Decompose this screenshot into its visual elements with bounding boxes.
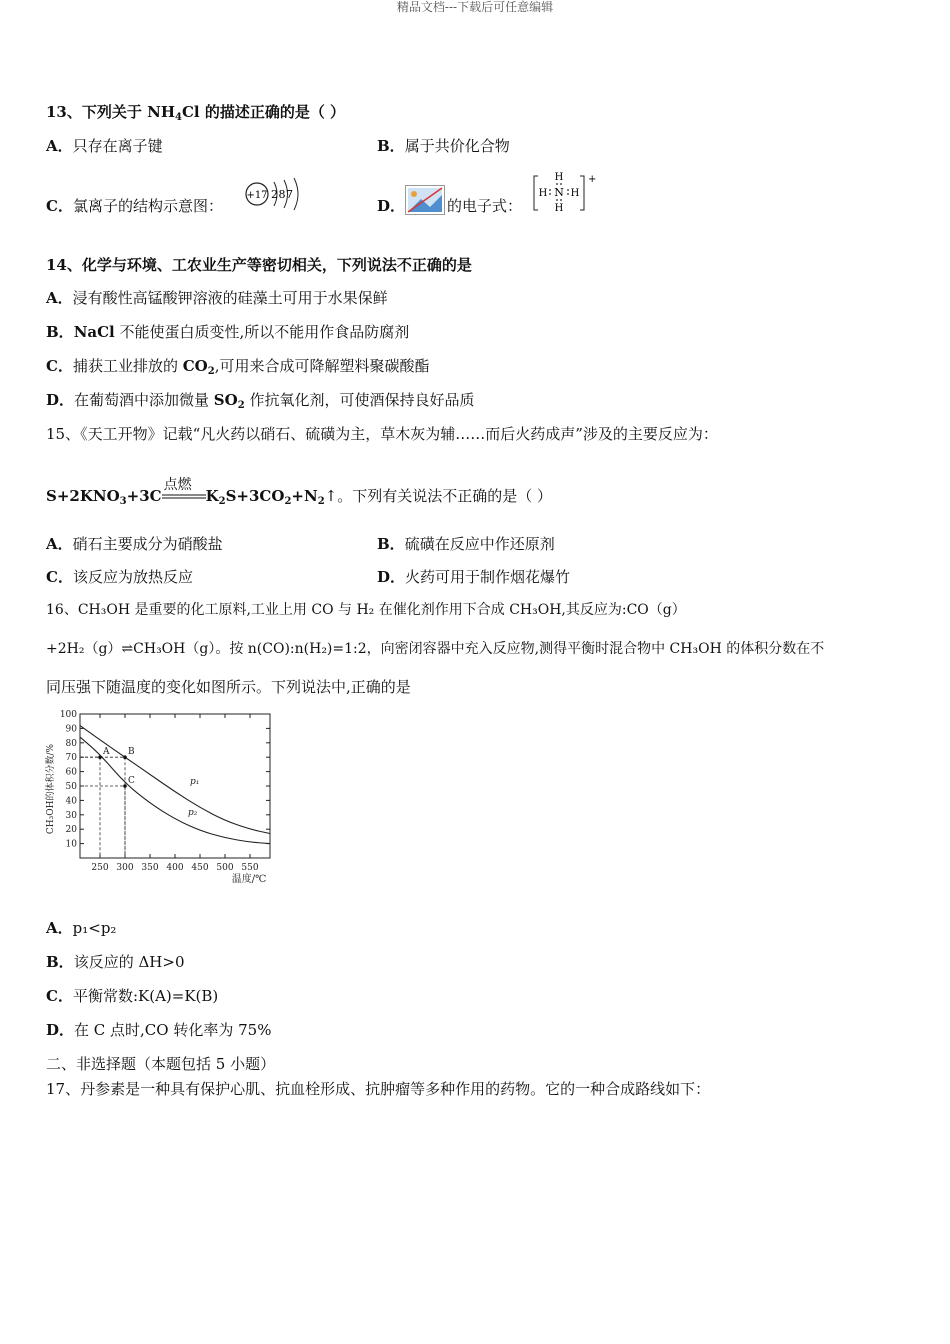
shell-electrons: 2 8 7: [271, 188, 293, 201]
q16-option-c: [46, 986, 218, 1006]
option-letter: A．: [46, 919, 73, 937]
q13-stem-text-2: 的描述正确的是（ ）: [199, 103, 346, 121]
section-title: 二、非选择题（本题包括 5 小题）: [46, 1055, 276, 1073]
option-text: 捕获工业排放的: [72, 357, 183, 375]
q14-stem: 14、化学与环境、工农业生产等密切相关，下列说法不正确的是: [46, 256, 472, 274]
series-label-2: p₂: [188, 808, 198, 819]
q14-option-c: [46, 356, 430, 376]
option-text: 火药可用于制作烟花爆竹: [405, 568, 571, 586]
eq-reactants-2: +3C: [126, 487, 162, 505]
chart-ylabel: CH₃OH的体积分数/%: [46, 743, 56, 835]
x-tick-label: 400: [166, 863, 184, 873]
option-text: 在葡萄酒中添加微量: [74, 391, 214, 409]
eq-products: K: [205, 487, 219, 505]
chart-xlabel: 温度/℃: [231, 874, 267, 885]
q17-stem: 17、丹参素是一种具有保护心肌、抗血栓形成、抗肿瘤等多种作用的药物。它的一种合成路线如下：: [46, 1080, 711, 1098]
option-text: 浸有酸性高锰酸钾溶液的硅藻土可用于水果保鲜: [72, 289, 388, 307]
q16-stem-line1: 16、CH₃OH 是重要的化工原料,工业上用 CO 与 H₂ 在催化剂作用下合成 CH₃OH,其反应为:CO（g）: [46, 602, 686, 618]
y-tick-label: 60: [65, 767, 77, 778]
chart-guides: [80, 757, 125, 858]
y-tick-label: 30: [65, 810, 77, 821]
reaction-condition: 点燃: [163, 477, 192, 493]
h-atom-top: H: [554, 172, 564, 183]
n-atom: N: [554, 186, 564, 199]
option-text-2: 作抗氧化剂，可使酒保持良好品质: [244, 391, 475, 409]
chart-points: [98, 747, 135, 788]
point-label-B: B: [128, 747, 135, 758]
broken-image-icon: [405, 185, 445, 215]
y-tick-label: 20: [65, 825, 77, 836]
option-text: p₁<p₂: [72, 919, 117, 937]
option-text: 该反应的 ΔH>0: [73, 953, 185, 971]
option-letter: B．: [377, 137, 405, 155]
q15-equation: [46, 477, 553, 507]
q14-option-d: [46, 390, 474, 410]
point-A: [98, 755, 102, 759]
eq-reactants: S+2KNO: [46, 487, 120, 505]
q13-formula: NH: [147, 103, 175, 121]
option-letter: A．: [46, 535, 73, 553]
option-text: 只存在离子键: [72, 137, 163, 155]
y-tick-label: 70: [65, 753, 77, 764]
option-letter: D．: [377, 568, 406, 586]
option-text: 该反应为放热反应: [72, 568, 193, 586]
x-tick-label: 550: [241, 863, 259, 873]
option-text: 属于共价化合物: [404, 137, 510, 155]
x-tick-label: 250: [91, 863, 109, 873]
option-text: 硝石主要成分为硝酸盐: [72, 535, 223, 553]
option-text: 硫磺在反应中作还原剂: [404, 535, 555, 553]
q15-option-a: [46, 534, 223, 554]
option-letter: D．: [377, 197, 406, 215]
gas-arrow: ↑: [324, 487, 338, 505]
q16-option-b: [46, 952, 184, 972]
eq-products-2: S+3CO: [225, 487, 285, 505]
eq-sub: 2: [218, 496, 226, 507]
x-tick-label: 300: [116, 863, 134, 873]
h-atom-left: H: [538, 188, 548, 199]
point-label-A: A: [103, 747, 110, 758]
y-tick-label: 40: [65, 796, 77, 807]
option-letter: C．: [46, 987, 73, 1005]
q13-stem: [46, 102, 345, 122]
series-label-1: p₁: [190, 776, 200, 787]
eq-products-3: +N: [291, 487, 318, 505]
q13-formula-2: Cl: [181, 103, 200, 121]
option-letter: C．: [46, 357, 73, 375]
option-letter: D．: [46, 391, 75, 409]
reaction-arrow: [162, 477, 206, 507]
q13-option-c: [46, 196, 223, 216]
y-tick-label: 10: [65, 839, 77, 850]
point-C: [123, 784, 127, 788]
formula: SO: [213, 391, 238, 409]
q16-stem-line2: +2H₂（g）⇌CH₃OH（g）。按 n(CO):n(H₂)=1:2，向密闭容器中充入反应物,测得平衡时混合物中 CH₃OH 的体积分数在不: [46, 641, 825, 657]
q16-option-a: [46, 918, 116, 938]
q15-option-c: [46, 567, 193, 587]
option-text: 氯离子的结构示意图：: [72, 197, 223, 215]
ammonium-electron-formula: [530, 170, 597, 216]
chloride-ion-diagram: [244, 176, 308, 216]
option-letter: A．: [46, 137, 73, 155]
q13-formula-sub: 4: [175, 112, 182, 123]
option-text: 不能使蛋白质变性,所以不能用作食品防腐剂: [114, 323, 410, 341]
q16-stem-line3: 同压强下随温度的变化如图所示。下列说法中,正确的是: [46, 678, 411, 696]
q15-stem-tail: 。下列有关说法不正确的是（ ）: [337, 487, 553, 505]
formula: CO: [182, 357, 208, 375]
y-tick-label: 50: [65, 782, 77, 792]
chart-series: [80, 726, 270, 844]
h-atom-right: H: [570, 188, 580, 199]
formula-sub: 2: [207, 366, 215, 377]
q15-stem: 15、《天工开物》记载“凡火药以硝石、硫磺为主，草木灰为辅……而后火药成声”涉及的主要反应为：: [46, 425, 718, 443]
charge-label: +: [588, 174, 597, 185]
plot-frame: [80, 714, 270, 858]
q15-option-d: [377, 567, 570, 587]
eq-sub: 3: [119, 496, 127, 507]
formula-sub: 2: [237, 400, 245, 411]
h-atom-bottom: H: [554, 203, 564, 214]
q15-option-b: [377, 534, 555, 554]
option-letter: C．: [46, 568, 73, 586]
x-tick-label: 500: [216, 863, 234, 873]
y-tick-label: 100: [59, 710, 77, 720]
q13-option-d: [377, 196, 405, 216]
option-letter: A．: [46, 289, 73, 307]
methanol-fraction-chart: [44, 704, 280, 890]
x-tick-label: 350: [141, 863, 159, 873]
option-text: 平衡常数:K(A)=K(B): [72, 987, 219, 1005]
q13-option-d-text: 的电子式：: [447, 197, 523, 215]
option-text: 在 C 点时,CO 转化率为 75%: [74, 1021, 272, 1039]
option-text-2: ,可用来合成可降解塑料聚碳酸酯: [214, 357, 430, 375]
series-line-1: [80, 726, 270, 834]
q14-option-b: [46, 322, 409, 342]
q14-option-a: [46, 288, 388, 308]
option-letter: B．: [377, 535, 405, 553]
option-letter: B．: [46, 323, 74, 341]
q13-option-a: [46, 136, 163, 156]
q16-option-d: [46, 1020, 271, 1040]
point-label-C: C: [128, 776, 135, 786]
option-letter: C．: [46, 197, 73, 215]
eq-sub: 2: [317, 496, 325, 507]
option-letter: B．: [46, 953, 74, 971]
q13-option-b: [377, 136, 510, 156]
y-tick-label: 80: [65, 738, 77, 749]
point-B: [123, 755, 127, 759]
page-header: 精品文档---下载后可任意编辑: [396, 0, 554, 14]
x-tick-label: 450: [191, 863, 209, 873]
option-letter: D．: [46, 1021, 75, 1039]
eq-sub: 2: [284, 496, 292, 507]
nucleus-label: +17: [246, 190, 268, 201]
y-tick-label: 90: [65, 724, 77, 735]
q13-stem-text: 13、下列关于: [46, 103, 148, 121]
formula: NaCl: [73, 323, 115, 341]
chart-axes: [60, 710, 270, 873]
